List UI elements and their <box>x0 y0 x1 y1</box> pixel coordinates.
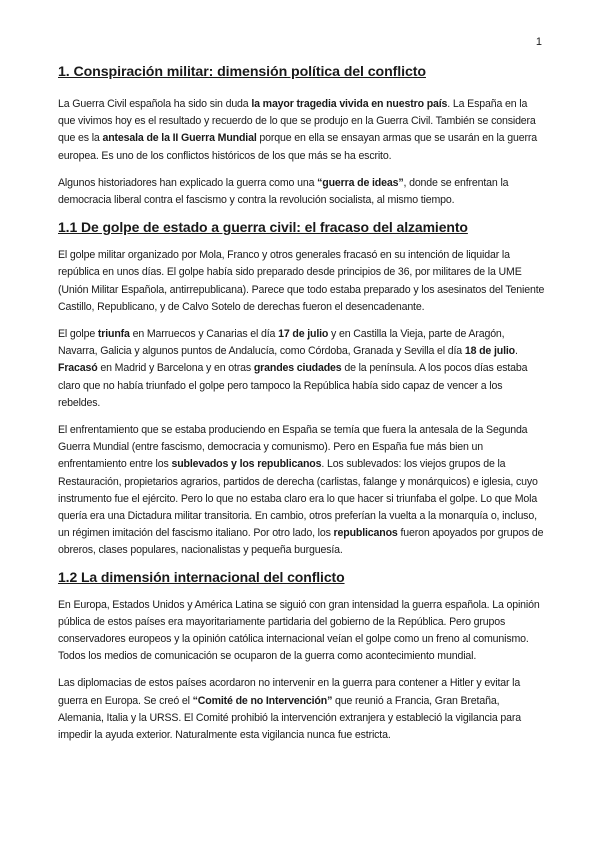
paragraph-opinion-internacional: En Europa, Estados Unidos y América Latina se siguió con gran intensidad la guerra española. La opinión pública de estos países era mayoritariamente partidaria del gobierno de la República. Pero grupos conservadores europeos y la opinión católica internacional veían el golpe como un freno al comunismo. Todos los medios de comunicación se ocuparon de la guerra como acontecimiento mundial. <box>58 598 540 663</box>
section-heading-1: 1. Conspiración militar: dimensión política del conflicto <box>58 64 426 80</box>
section-heading-1-2: 1.2 La dimensión internacional del conflicto <box>58 568 345 585</box>
paragraph-intro: La Guerra Civil española ha sido sin duda la mayor tragedia vivida en nuestro país. La España en la que vivimos hoy es el resultado y recuerdo de lo que se produjo en la Guerra Civil. También se considera que es la antesala de la II Guerra Mundial porque en ella se ensayan armas que se usarán en la guerra europea. Es uno de los conflictos históricos de los que más se ha escrito. <box>58 98 537 162</box>
section-heading-1-1: 1.1 De golpe de estado a guerra civil: el fracaso del alzamiento <box>58 219 468 236</box>
paragraph-guerra-ideas: Algunos historiadores han explicado la guerra como una “guerra de ideas”, donde se enfrentan la democracia liberal contra el fascismo y contra la revolución socialista, al mismo tiempo. <box>58 176 509 207</box>
paragraph-enfrentamiento: El enfrentamiento que se estaba produciendo en España se temía que fuera la antesala de la Segunda Guerra Mundial (entre fascismo, democracia y comunismo). Pero en España fue más bien un enfrentamiento entre los sublevados y los republicanos. Los sublevados: los viejos grupos de la Restauración, propietarios agrarios, partidos de derecha (carlistas, falange y monárquicos) e iglesia, cuyo instrumento fue el ejército. Pero lo que no estaba claro era lo que hacer si triunfaba el golpe. Lo que Mola quería era una Dictadura militar transitoria. En cambio, otros preferían la vuelta a la monarquía o, incluso, un régimen imitación del fascismo italiano. Por otro lado, los republicanos fueron apoyados por grupos de obreros, clases populares, nacionalistas y pequeña burguesía. <box>58 424 544 557</box>
document-body <box>58 64 546 754</box>
paragraph-no-intervencion: Las diplomacias de estos países acordaron no intervenir en la guerra para contener a Hitler y evitar la guerra en Europa. Se creó el “Comité de no Intervención” que reunió a Francia, Gran Bretaña, Alemania, Italia y la URSS. El Comité prohibió la intervención extranjera y estableció la vigilancia para impedir la ayuda exterior. Naturalmente esta vigilancia nunca fue estricta. <box>58 677 521 742</box>
page-number: 1 <box>535 36 542 48</box>
paragraph-triunfo-golpe: El golpe triunfa en Marruecos y Canarias el día 17 de julio y en Castilla la Vieja, parte de Aragón, Navarra, Galicia y algunos puntos de Andalucía, como Córdoba, Granada y Sevilla el día 18 de julio. Fracasó en Madrid y Barcelona y en otras grandes ciudades de la península. A los pocos días estaba claro que no había triunfado el golpe pero tampoco la República había sido capaz de vencer a los rebeldes. <box>58 328 528 409</box>
paragraph-golpe-militar: El golpe militar organizado por Mola, Franco y otros generales fracasó en su intención de liquidar la república en unos días. El golpe había sido preparado desde principios de 36, por militares de la UME (Unión Militar Española, antirrepublicana). Parece que todo estaba preparado y los asesinatos del Teniente Castillo, Republicano, y de Calvo Sotelo de derechas fueron el desencadenante. <box>58 249 545 313</box>
